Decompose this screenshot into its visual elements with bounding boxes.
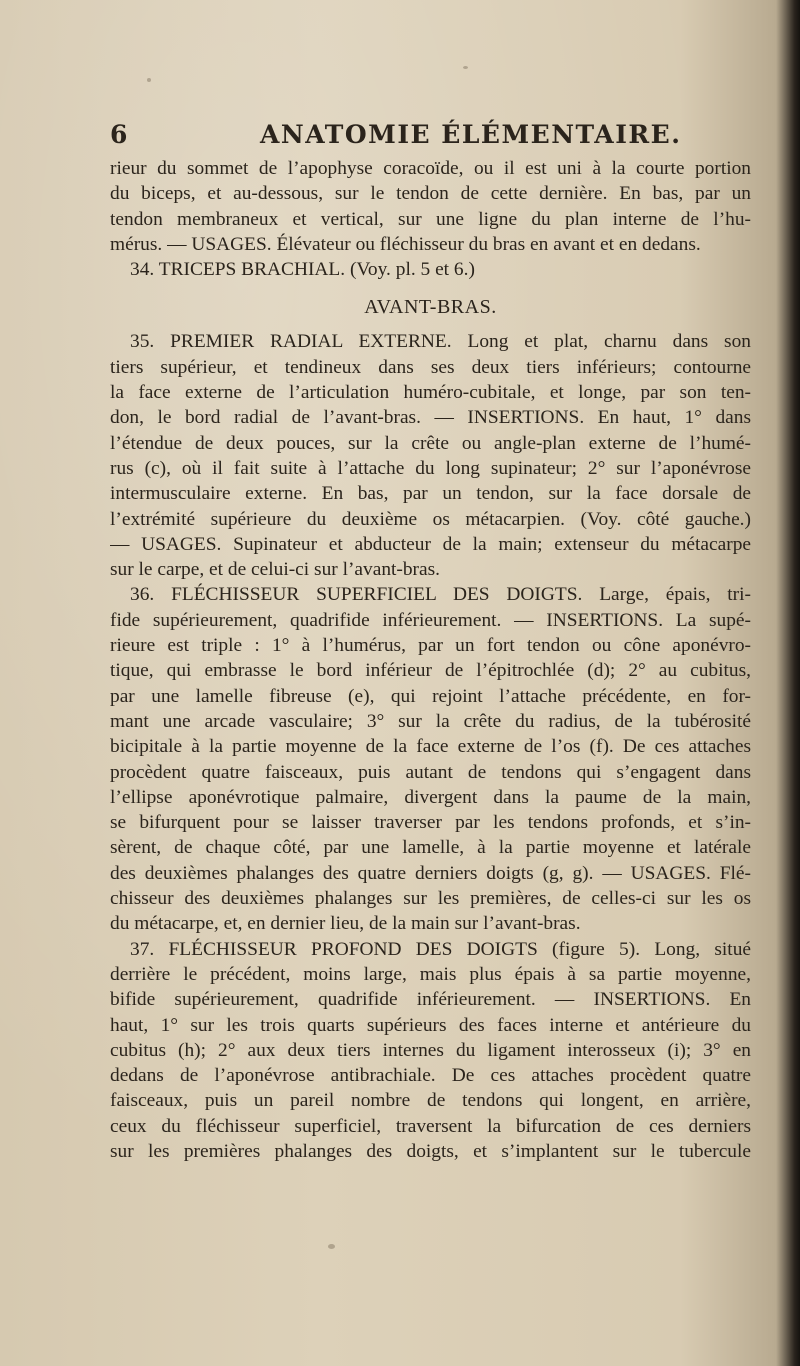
text-line: la face externe de l’articulation huméro-cubitale, et longe, par son ten- (110, 382, 751, 404)
paper-speck (147, 78, 151, 82)
text-line: fide supérieurement, quadrifide inférieurement. — INSERTIONS. La supé- (110, 609, 751, 631)
paper-speck (463, 66, 468, 69)
text-line: sèrent, de chaque côté, par une lamelle, à la partie moyenne et latérale (110, 837, 751, 859)
text-line: mérus. — USAGES. Élévateur ou fléchisseur du bras en avant et en dedans. (110, 233, 701, 255)
text-line: dedans de l’aponévrose antibrachiale. De ces attaches procèdent quatre (110, 1065, 751, 1087)
text-line: rus (c), où il fait suite à l’attache du long supinateur; 2° sur l’aponévrose (110, 457, 751, 479)
section-title: AVANT-BRAS. (364, 296, 497, 319)
text-line: — USAGES. Supinateur et abducteur de la main; extenseur du métacarpe (110, 533, 751, 555)
text-line: haut, 1° sur les trois quarts supérieurs des faces interne et antérieure du (110, 1014, 751, 1036)
paragraph-heading-34: 34. TRICEPS BRACHIAL. (Voy. pl. 5 et 6.) (130, 259, 475, 281)
running-title: ANATOMIE ÉLÉMENTAIRE. (260, 120, 682, 149)
body-text (110, 156, 751, 1164)
text-line: rieure est triple : 1° à l’humérus, par un fort tendon ou cône aponévro- (110, 635, 751, 657)
text-line: sur les premières phalanges des doigts, et s’implantent sur le tubercule (110, 1140, 751, 1162)
page-number: 6 (110, 120, 128, 149)
paper-speck (328, 1244, 335, 1249)
text-line: se bifurquent pour se laisser traverser par les tendons profonds, et s’in- (110, 812, 751, 834)
text-line: rieur du sommet de l’apophyse coracoïde, ou il est uni à la courte portion (110, 158, 751, 179)
text-line: derrière le précédent, moins large, mais plus épais à sa partie moyenne, (110, 963, 751, 985)
text-line: l’extrémité supérieure du deuxième os métacarpien. (Voy. côté gauche.) (110, 508, 751, 530)
text-line: l’étendue de deux pouces, sur la crête ou angle-plan externe de l’humé- (110, 432, 751, 454)
text-line: bicipitale à la partie moyenne de la face externe de l’os (f). De ces attaches (110, 736, 751, 758)
text-line: chisseur des deuxièmes phalanges sur les premières, de celles-ci sur les os (110, 888, 751, 910)
text-line: mant une arcade vasculaire; 3° sur la crête du radius, de la tubérosité (110, 710, 751, 732)
text-line: ceux du fléchisseur superficiel, traversent la bifurcation de ces derniers (110, 1115, 751, 1137)
text-line: tiers supérieur, et tendineux dans ses deux tiers inférieurs; contourne (110, 356, 751, 378)
paragraph-heading-36: 36. FLÉCHISSEUR SUPERFICIEL DES DOIGTS. Large, épais, tri- (130, 584, 751, 606)
paragraph-heading-35: 35. PREMIER RADIAL EXTERNE. Long et plat, charnu dans son (130, 331, 751, 353)
page-header (110, 120, 750, 152)
text-line: des deuxièmes phalanges des quatre derniers doigts (g, g). — USAGES. Flé- (110, 862, 751, 884)
text-line: procèdent quatre faisceaux, puis autant de tendons qui s’engagent dans (110, 761, 751, 783)
text-line: par une lamelle fibreuse (e), qui rejoint l’attache précédente, en for- (110, 685, 751, 707)
paragraph-heading-37: 37. FLÉCHISSEUR PROFOND DES DOIGTS (figure 5). Long, situé (130, 938, 751, 960)
text-line: don, le bord radial de l’avant-bras. — INSERTIONS. En haut, 1° dans (110, 407, 751, 429)
text-line: du biceps, et au-dessous, sur le tendon de cette dernière. En bas, par un (110, 183, 751, 205)
text-line: cubitus (h); 2° aux deux tiers internes du ligament interosseux (i); 3° en (110, 1039, 751, 1061)
text-line: faisceaux, puis un pareil nombre de tendons qui longent, en arrière, (110, 1090, 751, 1112)
text-line: sur le carpe, et de celui-ci sur l’avant-bras. (110, 559, 441, 581)
text-line: l’ellipse aponévrotique palmaire, divergent dans la paume de la main, (110, 786, 751, 808)
text-line: du métacarpe, et, en dernier lieu, de la main sur l’avant-bras. (110, 913, 581, 935)
text-line: bifide supérieurement, quadrifide inférieurement. — INSERTIONS. En (110, 989, 751, 1011)
text-line: intermusculaire externe. En bas, par un tendon, sur la face dorsale de (110, 483, 751, 505)
text-line: tendon membraneux et vertical, sur une ligne du plan interne de l’hu- (110, 208, 751, 230)
text-line: tique, qui embrasse le bord inférieur de l’épitrochlée (d); 2° au cubitus, (110, 660, 751, 682)
